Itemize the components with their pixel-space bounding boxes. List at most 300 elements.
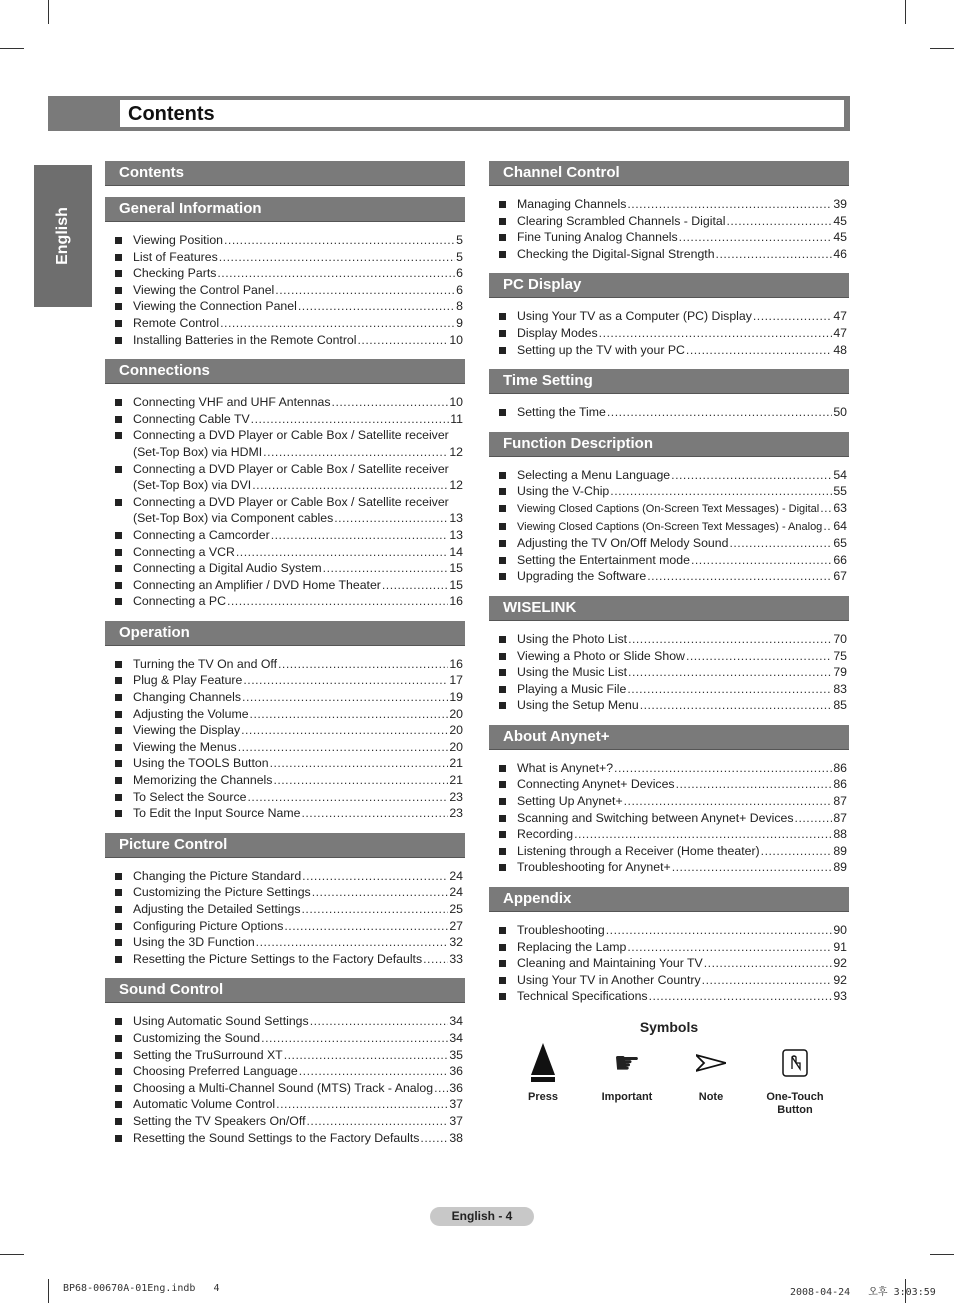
section-heading: Function Description	[489, 432, 849, 457]
toc-entry[interactable]	[489, 664, 849, 681]
toc-entry[interactable]	[105, 577, 465, 594]
page-title: Contents	[128, 103, 215, 125]
toc-entry[interactable]	[489, 518, 849, 536]
dot-leader	[358, 332, 449, 349]
section-heading: Channel Control	[489, 161, 849, 186]
toc-entry-text: Setting Up Anynet+	[517, 794, 623, 809]
toc-entry[interactable]	[105, 739, 465, 756]
toc-entry-text: Connecting a Digital Audio System	[133, 561, 322, 576]
toc-page-number: 36	[449, 1064, 463, 1079]
dot-leader	[671, 467, 832, 484]
symbol-press	[503, 1043, 583, 1117]
toc-page-number: 5	[456, 233, 463, 247]
section-heading: Contents	[105, 161, 465, 186]
toc-page-number: 14	[449, 544, 463, 559]
dot-leader	[263, 444, 448, 461]
toc-section	[489, 432, 849, 585]
toc-entry-text: Using Your TV as a Computer (PC) Display	[517, 309, 752, 324]
toc-entry-text: Using Your TV in Another Country	[517, 972, 701, 987]
toc-entry-text: Customizing the Picture Settings	[133, 885, 311, 900]
dot-leader	[217, 265, 455, 282]
dot-leader	[251, 411, 450, 428]
dot-leader	[795, 810, 833, 827]
toc-entry[interactable]	[489, 843, 849, 860]
toc-entry-text: Listening through a Receiver (Home theater)	[517, 843, 760, 858]
section-heading: Appendix	[489, 887, 849, 912]
toc-entry[interactable]	[489, 342, 849, 359]
toc-entry-text: Remote Control	[133, 315, 220, 330]
dot-leader	[726, 213, 832, 230]
symbol-note	[671, 1043, 751, 1117]
toc-page-number: 20	[449, 706, 463, 721]
toc-list	[489, 404, 849, 421]
toc-entry[interactable]	[489, 697, 849, 714]
dot-leader	[434, 1080, 448, 1097]
toc-list	[489, 631, 849, 714]
toc-entry[interactable]	[105, 772, 465, 789]
toc-entry[interactable]	[105, 1130, 465, 1147]
toc-entry[interactable]	[489, 325, 849, 342]
dot-leader	[242, 689, 448, 706]
toc-entry[interactable]	[105, 544, 465, 561]
dot-leader	[599, 325, 833, 342]
toc-page-number: 34	[449, 1014, 463, 1029]
toc-entry[interactable]	[105, 560, 465, 577]
toc-entry[interactable]	[489, 229, 849, 246]
dot-leader	[306, 1113, 448, 1130]
dot-leader	[753, 308, 832, 325]
dot-leader	[261, 1030, 448, 1047]
toc-entry-text: Adjusting the Volume	[133, 706, 249, 721]
symbol-label: One-Touch Button	[766, 1091, 824, 1116]
section-heading: WISELINK	[489, 596, 849, 621]
dot-leader	[224, 232, 455, 249]
toc-section	[105, 197, 465, 348]
toc-page-number: 87	[833, 794, 847, 809]
dot-leader	[729, 535, 832, 552]
toc-entry[interactable]	[105, 1080, 465, 1097]
toc-entry[interactable]	[489, 776, 849, 793]
toc-entry-text: Viewing the Display	[133, 723, 241, 738]
crop-mark	[930, 1254, 954, 1255]
toc-page-number: 89	[833, 843, 847, 858]
dot-leader	[761, 843, 833, 860]
dot-leader	[676, 776, 833, 793]
toc-entry[interactable]	[105, 755, 465, 772]
toc-entry[interactable]	[105, 789, 465, 806]
pointing-hand-icon: ☛	[613, 1046, 641, 1080]
dot-leader	[310, 1013, 449, 1030]
dot-leader	[284, 918, 448, 935]
dot-leader	[672, 859, 833, 876]
toc-entry[interactable]	[489, 972, 849, 989]
dot-leader	[614, 760, 832, 777]
toc-page-number: 11	[450, 411, 463, 426]
toc-entry[interactable]	[489, 467, 849, 484]
dot-leader	[312, 884, 449, 901]
toc-entry-text: Turning the TV On and Off	[133, 656, 278, 671]
toc-page-number: 15	[449, 577, 463, 592]
toc-entry[interactable]	[489, 648, 849, 665]
toc-page-number: 36	[449, 1080, 463, 1095]
toc-entry[interactable]	[105, 249, 465, 266]
toc-entry-text: Installing Batteries in the Remote Control	[133, 332, 357, 347]
right-column	[489, 161, 849, 1117]
toc-page-number: 15	[449, 561, 463, 576]
right-sections	[489, 161, 849, 1005]
toc-entry[interactable]	[105, 411, 465, 428]
dot-leader	[704, 955, 833, 972]
toc-entry[interactable]	[489, 196, 849, 213]
crop-mark	[930, 48, 954, 49]
toc-page-number: 24	[449, 868, 463, 883]
toc-entry-text: Connecting a VCR	[133, 544, 235, 559]
toc-page-number: 37	[449, 1113, 463, 1128]
dot-leader	[302, 868, 448, 885]
dot-leader	[332, 394, 449, 411]
toc-entry-text: Viewing the Connection Panel	[133, 299, 297, 314]
toc-entry[interactable]	[105, 884, 465, 901]
toc-page-number: 23	[449, 806, 463, 821]
toc-entry[interactable]	[489, 988, 849, 1005]
toc-page-number: 35	[449, 1047, 463, 1062]
toc-page-number: 48	[833, 342, 847, 357]
toc-page-number: 23	[449, 789, 463, 804]
dot-leader	[627, 939, 832, 956]
toc-entry[interactable]	[105, 593, 465, 610]
toc-entry[interactable]	[105, 494, 465, 527]
toc-page-number: 87	[833, 810, 847, 825]
dot-leader	[275, 282, 455, 299]
dot-leader	[640, 697, 833, 714]
toc-page-number: 19	[449, 690, 463, 705]
toc-section	[489, 273, 849, 358]
toc-entry[interactable]	[105, 706, 465, 723]
section-heading: About Anynet+	[489, 725, 849, 750]
toc-page-number: 91	[833, 939, 847, 954]
toc-entry[interactable]	[105, 315, 465, 332]
toc-page-number: 21	[449, 773, 463, 788]
toc-entry[interactable]	[105, 394, 465, 411]
toc-entry-text-line1: Connecting a DVD Player or Cable Box / Satellite receiver	[133, 461, 449, 476]
toc-page-number: 46	[833, 246, 847, 261]
dot-leader	[686, 342, 832, 359]
toc-entry[interactable]	[105, 722, 465, 739]
toc-entry[interactable]	[489, 483, 849, 500]
toc-entry-text: Adjusting the Detailed Settings	[133, 902, 301, 916]
dot-leader	[298, 298, 455, 315]
toc-entry-text: Replacing the Lamp	[517, 939, 627, 954]
toc-page-number: 86	[833, 760, 847, 775]
toc-entry-text: Choosing Preferred Language	[133, 1064, 298, 1079]
toc-list	[489, 196, 849, 262]
toc-entry-text: Viewing a Photo or Slide Show	[517, 648, 685, 663]
dot-leader	[574, 826, 832, 843]
toc-entry[interactable]	[489, 246, 849, 263]
dot-leader	[823, 518, 832, 535]
toc-entry-text: Technical Specifications	[517, 989, 648, 1004]
toc-page-number: 75	[833, 648, 847, 663]
dot-leader	[270, 755, 449, 772]
toc-entry[interactable]	[105, 934, 465, 951]
toc-entry-text: Setting the Time	[517, 405, 606, 420]
dot-leader	[627, 681, 832, 698]
toc-entry[interactable]	[489, 404, 849, 421]
toc-entry[interactable]	[489, 826, 849, 843]
toc-entry-text: Display Modes	[517, 325, 598, 340]
symbols-title: Symbols	[639, 1019, 699, 1035]
toc-list	[105, 232, 465, 348]
toc-page-number: 47	[833, 309, 847, 324]
toc-page-number: 33	[449, 951, 463, 966]
toc-entry-text: Troubleshooting for Anynet+	[517, 860, 671, 875]
toc-entry-text: Connecting an Amplifier / DVD Home Theater	[133, 577, 381, 592]
toc-page-number: 64	[833, 518, 847, 533]
toc-entry-text: To Edit the Input Source Name	[133, 806, 301, 821]
dot-leader	[273, 772, 448, 789]
toc-entry[interactable]	[489, 922, 849, 939]
toc-entry[interactable]	[105, 527, 465, 544]
toc-entry-text: Choosing a Multi-Channel Sound (MTS) Track - Analog	[133, 1080, 434, 1095]
toc-page-number: 38	[449, 1130, 463, 1145]
toc-section	[489, 161, 849, 262]
toc-page-number: 65	[833, 536, 847, 551]
toc-entry[interactable]	[105, 672, 465, 689]
toc-entry[interactable]	[489, 308, 849, 325]
toc-entry-text: Resetting the Sound Settings to the Factory Defaults	[133, 1130, 420, 1145]
dot-leader	[271, 527, 449, 544]
toc-entry[interactable]	[105, 868, 465, 885]
toc-page-number: 85	[833, 698, 847, 713]
toc-entry[interactable]	[105, 332, 465, 349]
toc-page-number: 55	[833, 484, 847, 499]
toc-entry-text: Connecting VHF and UHF Antennas	[133, 395, 331, 410]
dot-leader	[219, 249, 455, 266]
dot-leader	[243, 672, 448, 689]
toc-entry[interactable]	[489, 859, 849, 876]
page-number-badge: English - 4	[430, 1207, 534, 1226]
toc-page-number: 93	[833, 989, 847, 1004]
left-column	[105, 161, 465, 1157]
toc-page-number: 10	[449, 395, 463, 410]
press-icon	[503, 1043, 583, 1083]
toc-page-number: 45	[833, 230, 847, 245]
toc-entry-text: Managing Channels	[517, 197, 627, 211]
symbol-label: Press	[528, 1091, 558, 1103]
toc-entry[interactable]	[105, 298, 465, 315]
toc-entry-text: Setting the TV Speakers On/Off	[133, 1113, 306, 1128]
toc-page-number: 90	[833, 923, 847, 938]
toc-list	[489, 922, 849, 1005]
toc-entry-text-line1: Connecting a DVD Player or Cable Box / Satellite receiver	[133, 428, 449, 443]
toc-entry[interactable]	[105, 1113, 465, 1130]
toc-entry-text: Viewing the Menus	[133, 739, 237, 754]
crop-mark	[48, 0, 49, 24]
dot-leader	[238, 739, 449, 756]
toc-entry[interactable]	[489, 213, 849, 230]
section-heading: Sound Control	[105, 978, 465, 1003]
toc-entry[interactable]	[105, 805, 465, 822]
dot-leader	[607, 404, 832, 421]
toc-entry[interactable]	[105, 232, 465, 249]
toc-page-number: 39	[833, 197, 847, 211]
dot-leader	[256, 934, 449, 951]
toc-page-number: 92	[833, 972, 847, 987]
toc-page-number: 12	[449, 444, 463, 459]
toc-entry[interactable]	[489, 939, 849, 956]
dot-leader	[606, 922, 833, 939]
toc-entry[interactable]	[105, 1063, 465, 1080]
toc-entry-text: (Set-Top Box) via HDMI	[133, 444, 263, 459]
section-heading: PC Display	[489, 273, 849, 298]
toc-page-number: 86	[833, 777, 847, 792]
dot-leader	[820, 500, 832, 517]
dot-leader	[420, 1130, 448, 1147]
toc-entry-text: Using the Music List	[517, 665, 628, 680]
toc-entry[interactable]	[489, 568, 849, 585]
toc-entry-text: To Select the Source	[133, 789, 247, 804]
toc-list	[105, 394, 465, 610]
toc-page-number: 16	[449, 656, 463, 671]
symbol-important	[587, 1043, 667, 1117]
toc-entry-text: Connecting a PC	[133, 594, 226, 609]
toc-page-number: 79	[833, 665, 847, 680]
toc-entry-text: Viewing Position	[133, 233, 224, 247]
toc-page-number: 20	[449, 723, 463, 738]
toc-entry-text: Changing Channels	[133, 690, 242, 705]
toc-entry[interactable]	[105, 951, 465, 968]
section-heading: General Information	[105, 197, 465, 222]
toc-entry[interactable]	[489, 631, 849, 648]
toc-entry[interactable]	[105, 265, 465, 282]
dot-leader	[679, 229, 833, 246]
toc-page-number: 27	[449, 918, 463, 933]
toc-entry[interactable]	[105, 1013, 465, 1030]
crop-mark	[905, 0, 906, 24]
toc-page-number: 83	[833, 681, 847, 696]
toc-entry-text: Automatic Volume Control	[133, 1097, 276, 1112]
dot-leader	[276, 1096, 448, 1113]
dot-leader	[628, 631, 832, 648]
toc-section	[105, 978, 465, 1146]
title-box	[120, 100, 844, 127]
dot-leader	[334, 510, 448, 527]
toc-entry-text: Setting the TruSurround XT	[133, 1047, 283, 1062]
toc-entry[interactable]	[489, 681, 849, 698]
crop-mark	[0, 1254, 24, 1255]
toc-entry-text: Scanning and Switching between Anynet+ Devices	[517, 810, 794, 825]
dot-leader	[301, 901, 448, 918]
toc-entry[interactable]	[489, 760, 849, 777]
toc-section	[105, 621, 465, 822]
dot-leader	[647, 568, 832, 585]
toc-page-number: 10	[449, 332, 463, 347]
toc-entry[interactable]	[105, 427, 465, 460]
toc-page-number: 13	[449, 511, 463, 526]
dot-leader	[236, 544, 448, 561]
toc-entry[interactable]	[105, 1030, 465, 1047]
language-side-tab	[34, 165, 92, 307]
dot-leader	[220, 315, 455, 332]
toc-entry[interactable]	[105, 656, 465, 673]
toc-page-number: 17	[449, 673, 463, 688]
toc-page-number: 92	[833, 956, 847, 971]
toc-entry-text: Fine Tuning Analog Channels	[517, 230, 678, 245]
file-name: BP68-00670A-01Eng.indb 4	[63, 1283, 220, 1294]
toc-entry-text: Setting the Entertainment mode	[517, 552, 690, 567]
toc-page-number: 8	[456, 299, 463, 314]
toc-entry[interactable]	[489, 810, 849, 827]
toc-entry[interactable]	[489, 793, 849, 810]
toc-section	[105, 359, 465, 610]
toc-entry[interactable]	[489, 500, 849, 518]
toc-section	[105, 161, 465, 186]
toc-entry[interactable]	[489, 535, 849, 552]
toc-section	[489, 887, 849, 1005]
one-touch-button-icon	[755, 1043, 835, 1083]
toc-entry-text: (Set-Top Box) via Component cables	[133, 511, 334, 526]
toc-list	[105, 868, 465, 968]
toc-page-number: 6	[456, 282, 463, 297]
toc-entry-text: Viewing Closed Captions (On-Screen Text Messages) - Analog	[517, 520, 823, 533]
toc-entry-text: Using the TOOLS Button	[133, 756, 269, 771]
toc-entry-text: List of Features	[133, 249, 218, 264]
toc-entry-text: Playing a Music File	[517, 681, 627, 696]
toc-entry-text: Adjusting the TV On/Off Melody Sound	[517, 536, 729, 551]
toc-entry-text: Using the Setup Menu	[517, 698, 639, 713]
symbol-label: Note	[698, 1091, 724, 1103]
toc-entry-text: Configuring Picture Options	[133, 918, 284, 933]
dot-leader	[649, 988, 833, 1005]
dot-leader	[382, 577, 448, 594]
toc-section	[105, 833, 465, 968]
toc-entry[interactable]	[105, 1096, 465, 1113]
toc-page-number: 6	[456, 266, 463, 281]
toc-entry-text: Changing the Picture Standard	[133, 868, 302, 883]
toc-entry-text: Using the Photo List	[517, 631, 628, 646]
toc-list	[105, 656, 465, 822]
toc-entry-text: Connecting Anynet+ Devices	[517, 777, 675, 792]
toc-entry[interactable]	[105, 689, 465, 706]
dot-leader	[278, 656, 448, 673]
toc-entry-text: Resetting the Picture Settings to the Factory Defaults	[133, 951, 423, 966]
toc-entry[interactable]	[105, 901, 465, 918]
toc-entry-text: Using Automatic Sound Settings	[133, 1014, 309, 1029]
dot-leader	[627, 196, 832, 213]
toc-entry[interactable]	[105, 461, 465, 494]
side-tab-label: English	[54, 207, 71, 265]
toc-entry[interactable]	[489, 552, 849, 569]
toc-list	[105, 1013, 465, 1146]
toc-entry[interactable]	[489, 955, 849, 972]
toc-page-number: 20	[449, 739, 463, 754]
toc-entry[interactable]	[105, 282, 465, 299]
toc-page-number: 13	[449, 527, 463, 542]
toc-page-number: 32	[449, 935, 463, 950]
toc-section	[489, 725, 849, 876]
toc-entry-text: Recording	[517, 827, 574, 842]
toc-entry-text: Troubleshooting	[517, 923, 605, 938]
toc-entry[interactable]	[105, 918, 465, 935]
toc-page-number: 21	[449, 756, 463, 771]
symbols-row	[489, 1043, 849, 1117]
toc-entry-text: Upgrading the Software	[517, 569, 647, 584]
dot-leader	[284, 1047, 449, 1064]
dot-leader	[241, 722, 448, 739]
dot-leader	[628, 664, 832, 681]
toc-entry[interactable]	[105, 1047, 465, 1064]
toc-page-number: 45	[833, 213, 847, 228]
